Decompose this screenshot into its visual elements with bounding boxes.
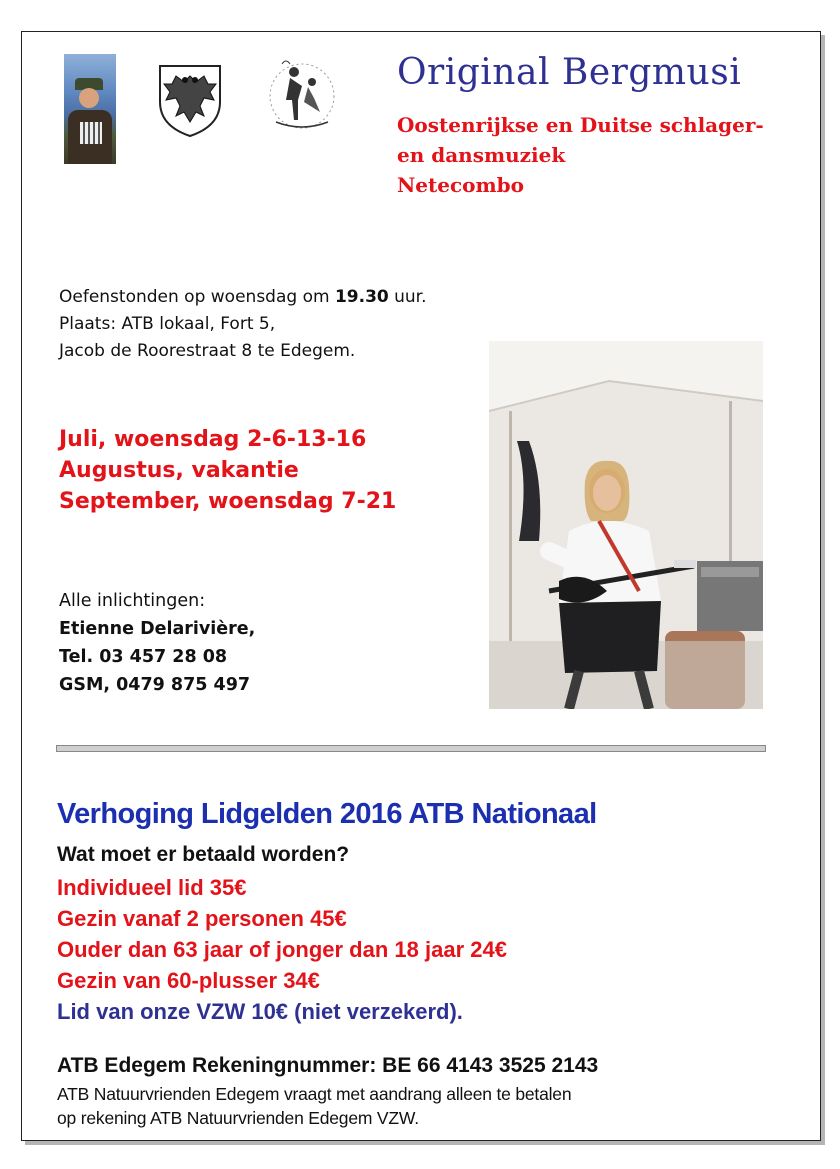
dancing-couple-emblem-icon: [264, 56, 340, 134]
rehearsal-time: 19.30: [334, 287, 389, 307]
rehearsal-address-line: Jacob de Roorestraat 8 te Edegem.: [59, 341, 356, 361]
eagle-crest-icon: [154, 62, 226, 138]
flyer-page: [21, 31, 821, 1141]
rehearsal-place-line: Plaats: ATB lokaal, Fort 5,: [59, 314, 276, 334]
bank-account: ATB Edegem Rekeningnummer: BE 66 4143 3525 2143: [57, 1054, 599, 1077]
rehearsal-info: [59, 284, 427, 365]
schedule-item: Augustus, vakantie: [59, 458, 299, 483]
band-title: Original Bergmusi: [397, 52, 742, 93]
rehearsal-time-line: Oefenstonden op woensdag om 19.30 uur.: [59, 287, 427, 307]
fee-item-vzw: Lid van onze VZW 10€ (niet verzekerd).: [57, 999, 463, 1024]
fee-item: Gezin vanaf 2 personen 45€: [57, 906, 347, 931]
fee-item: Individueel lid 35€: [57, 875, 247, 900]
fee-item: Gezin van 60-plusser 34€: [57, 968, 320, 993]
contact-label: Alle inlichtingen:: [59, 591, 206, 611]
fee-item: Ouder dan 63 jaar of jonger dan 18 jaar 24€: [57, 937, 507, 962]
contact-mobile: GSM, 0479 875 497: [59, 675, 251, 695]
schedule-item: September, woensdag 7-21: [59, 489, 397, 514]
fees-heading: Verhoging Lidgelden 2016 ATB Nationaal: [57, 798, 597, 830]
band-subtitle: [397, 110, 764, 200]
schedule-list: [59, 424, 396, 517]
payment-note: [57, 1082, 777, 1130]
payment-note-line: ATB Natuurvrienden Edegem vraagt met aandrang alleen te betalen: [57, 1084, 572, 1104]
fees-question: Wat moet er betaald worden?: [57, 843, 350, 866]
subtitle-line: en dansmuziek: [397, 143, 566, 167]
subtitle-line: Oostenrijkse en Duitse schlager-: [397, 113, 764, 137]
fees-list: [57, 872, 507, 1027]
contact-info: [59, 587, 255, 699]
bass-player-photo: [489, 341, 763, 709]
accordion-player-photo: [64, 54, 116, 164]
subtitle-line: Netecombo: [397, 173, 524, 197]
payment-note-line: op rekening ATB Natuurvrienden Edegem VZW.: [57, 1108, 419, 1128]
schedule-item: Juli, woensdag 2-6-13-16: [59, 427, 367, 452]
contact-name: Etienne Delarivière,: [59, 619, 256, 639]
section-divider: [56, 745, 766, 752]
contact-phone: Tel. 03 457 28 08: [59, 647, 228, 667]
